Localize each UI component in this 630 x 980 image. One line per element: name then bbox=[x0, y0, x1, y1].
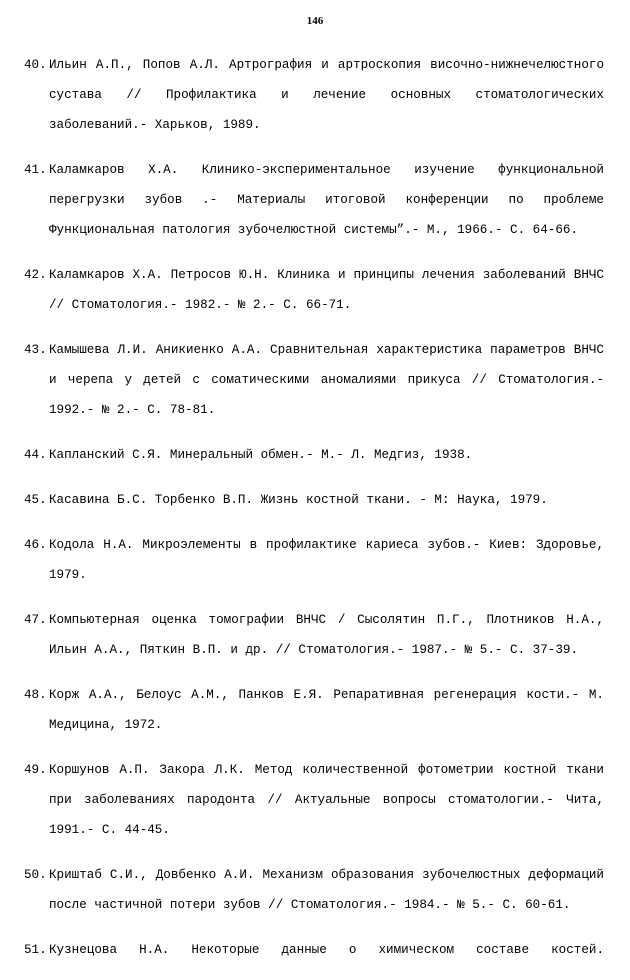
reference-text: Кузнецова Н.А. Некоторые данные о химическом составе костей. bbox=[49, 943, 604, 957]
reference-text: Компьютерная оценка томографии ВНЧС / Сысолятин П.Г., Плотников Н.А., Ильин А.А., Пяткин В.П. и др. // Стоматология.- 1987.- № 5.- С. 37-39. bbox=[49, 613, 604, 657]
reference-item bbox=[24, 755, 604, 845]
reference-item bbox=[24, 605, 604, 665]
reference-number: 46. bbox=[24, 538, 47, 552]
reference-text: Корж А.А., Белоус А.М., Панков Е.Я. Репаративная регенерация кости.- М. Медицина, 1972. bbox=[49, 688, 604, 732]
reference-item bbox=[24, 485, 604, 515]
reference-text: Коршунов А.П. Закора Л.К. Метод количественной фотометрии костной ткани при заболеваниях пародонта // Актуальные вопросы стоматологии.- Чита, 1991.- С. 44-45. bbox=[49, 763, 604, 837]
reference-item bbox=[24, 440, 604, 470]
reference-number: 43. bbox=[24, 343, 47, 357]
reference-number: 41. bbox=[24, 163, 47, 177]
reference-text: Ильин А.П., Попов А.Л. Артрография и артроскопия височно-нижнечелюстного сустава // Профилактика и лечение основных стоматологических заболеваний.- Харьков, 1989. bbox=[49, 58, 604, 132]
reference-item bbox=[24, 260, 604, 320]
reference-item bbox=[24, 155, 604, 245]
reference-number: 51. bbox=[24, 943, 47, 957]
reference-text: Кодола Н.А. Микроэлементы в профилактике кариеса зубов.- Киев: Здоровье, 1979. bbox=[49, 538, 604, 582]
reference-item bbox=[24, 680, 604, 740]
reference-item bbox=[24, 50, 604, 140]
reference-list bbox=[24, 50, 604, 980]
reference-number: 45. bbox=[24, 493, 47, 507]
reference-item bbox=[24, 530, 604, 590]
reference-item bbox=[24, 860, 604, 920]
reference-text: Криштаб С.И., Довбенко А.И. Механизм образования зубочелюстных деформаций после частичной потери зубов // Стоматология.- 1984.- № 5.- С. 60-61. bbox=[49, 868, 604, 912]
reference-number: 42. bbox=[24, 268, 47, 282]
reference-text: Каламкаров Х.А. Петросов Ю.Н. Клиника и принципы лечения заболеваний ВНЧС // Стоматология.- 1982.- № 2.- С. 66-71. bbox=[49, 268, 604, 312]
reference-number: 49. bbox=[24, 763, 47, 777]
reference-text: Касавина Б.С. Торбенко В.П. Жизнь костной ткани. - М: Наука, 1979. bbox=[49, 493, 548, 507]
reference-number: 48. bbox=[24, 688, 47, 702]
reference-number: 40. bbox=[24, 58, 47, 72]
reference-number: 50. bbox=[24, 868, 47, 882]
reference-item bbox=[24, 935, 604, 965]
reference-text: Каламкаров Х.А. Клинико-экспериментальное изучение функциональной перегрузки зубов .- Материалы итоговой конференции по проблеме Функциональная патология зубочелюстной системы”.- М., 1966.- С. 64-66. bbox=[49, 163, 604, 237]
reference-text: Камышева Л.И. Аникиенко А.А. Сравнительная характеристика параметров ВНЧС и черепа у детей с соматическими аномалиями прикуса // Стоматология.- 1992.- № 2.- С. 78-81. bbox=[49, 343, 604, 417]
reference-text: Капланский С.Я. Минеральный обмен.- М.- Л. Медгиз, 1938. bbox=[49, 448, 473, 462]
page-number: 146 bbox=[306, 15, 324, 27]
reference-item bbox=[24, 335, 604, 425]
reference-number: 47. bbox=[24, 613, 47, 627]
reference-number: 44. bbox=[24, 448, 47, 462]
